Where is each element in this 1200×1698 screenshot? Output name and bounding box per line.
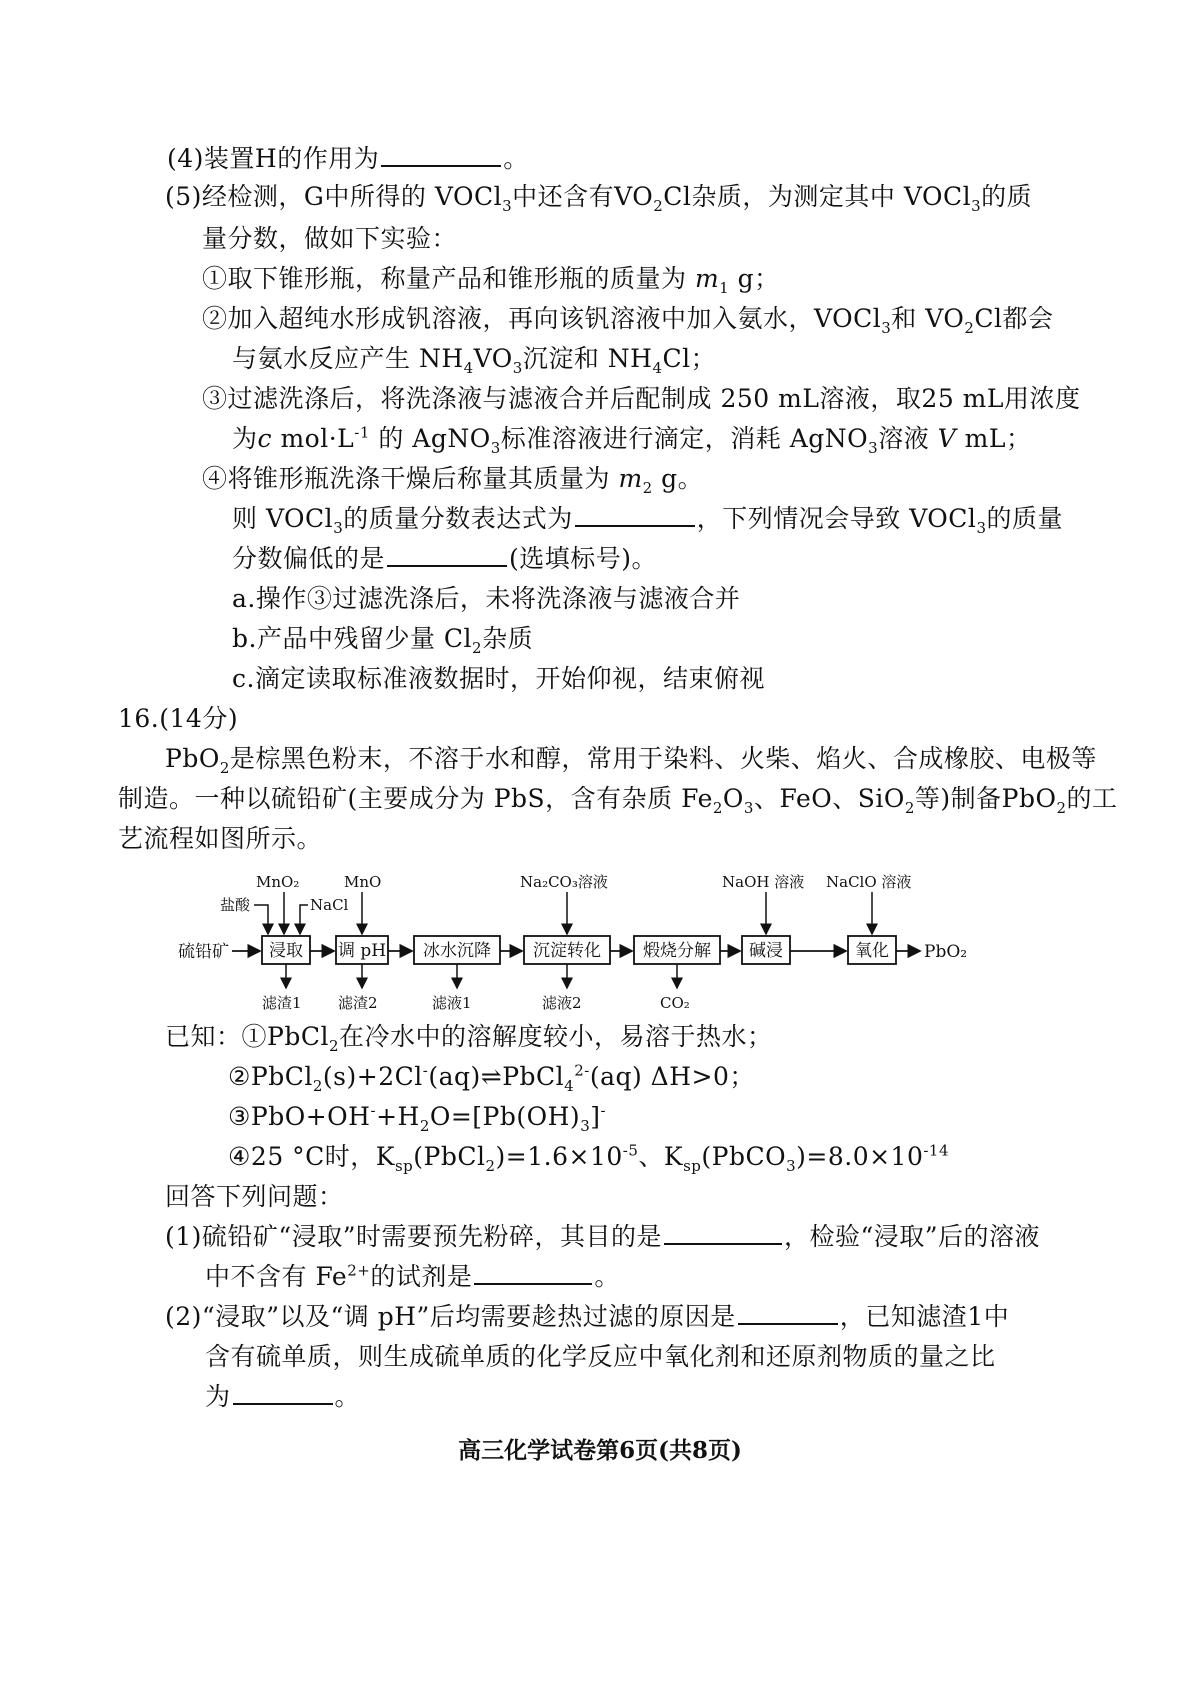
text: 为	[232, 424, 258, 453]
input-naclo: NaClO 溶液	[826, 873, 912, 891]
q15-part4-end: 。	[503, 144, 529, 173]
subscript: 2	[419, 1117, 430, 1135]
answer-blank[interactable]	[387, 543, 507, 567]
input-na2co3: Na₂CO₃溶液	[520, 873, 608, 891]
variable: V	[937, 424, 957, 453]
text: 的质量	[986, 504, 1063, 533]
page-footer: 高三化学试卷第6页(共8页)	[458, 1437, 742, 1464]
answer-blank[interactable]	[575, 503, 695, 527]
variable: m	[694, 264, 720, 293]
answer-blank[interactable]	[738, 1301, 838, 1325]
text: (s)+2Cl	[322, 1062, 423, 1091]
output-filtrate1: 滤液1	[432, 994, 472, 1012]
step-2-line2	[232, 342, 716, 376]
text: ①PbCl	[241, 1022, 329, 1051]
text: ④将锥形瓶洗涤干燥后称量其质量为	[202, 464, 619, 493]
text: ②PbCl	[228, 1062, 313, 1091]
subscript: 3	[868, 439, 879, 457]
subscript: 3	[881, 319, 892, 337]
text: 的质	[981, 182, 1033, 211]
text: (选填标号)。	[509, 544, 658, 573]
text: O=[Pb(OH)	[429, 1102, 581, 1131]
variable: m	[618, 464, 643, 493]
text: a.操作③过滤洗涤后，未将洗涤液与滤液合并	[232, 584, 741, 613]
option-a	[232, 582, 740, 616]
text: 杂质	[482, 624, 534, 653]
superscript: -5	[622, 1141, 639, 1160]
text: 与氨水反应产生 NH	[232, 344, 464, 373]
text: 标准溶液进行滴定，消耗 AgNO	[500, 424, 869, 453]
subscript: 2	[472, 639, 483, 657]
text: +H	[376, 1102, 420, 1131]
subscript: 2	[219, 759, 230, 777]
step-2	[202, 302, 1054, 336]
step-label-leach: 浸取	[269, 941, 303, 961]
q16-intro-line2	[118, 782, 1118, 816]
q15-part4-text: (4)装置H的作用为	[167, 144, 380, 173]
text: ，已知滤渣1中	[839, 1302, 1010, 1331]
known-3	[228, 1100, 606, 1134]
text: (aq)⇌PbCl	[428, 1062, 565, 1091]
subscript: 3	[512, 359, 523, 377]
text: 。	[594, 1262, 620, 1291]
text: ]	[590, 1102, 601, 1131]
text: 含有硫单质，则生成硫单质的化学反应中氧化剂和还原剂物质的量之比	[205, 1342, 996, 1371]
option-c	[232, 662, 765, 696]
text: ③PbO+OH	[228, 1102, 371, 1131]
output-residue1: 滤渣1	[262, 994, 302, 1012]
text: 回答下列问题：	[165, 1182, 344, 1211]
superscript: -14	[923, 1141, 950, 1160]
text: g。	[652, 464, 704, 493]
part2-line1	[165, 1300, 1009, 1334]
text: (5)经检测，G中所得的 VOCl	[165, 182, 503, 211]
answer-blank[interactable]	[381, 143, 501, 167]
text: (PbCl	[413, 1142, 486, 1171]
subscript: 3	[502, 197, 513, 215]
superscript: -1	[354, 423, 370, 442]
question-line2	[232, 542, 657, 576]
subscript: 2	[328, 1037, 340, 1055]
q15-part5-line2	[202, 222, 457, 256]
q16-intro-line3	[118, 822, 322, 856]
flow-end-label: PbO₂	[924, 942, 968, 962]
input-arrow	[254, 905, 268, 934]
subscript: 2	[642, 479, 653, 497]
part2-line2	[205, 1340, 996, 1374]
text: b.产品中残留少量 Cl	[232, 624, 473, 653]
step-1	[202, 262, 780, 296]
q16-intro-line1	[165, 742, 1097, 776]
input-mno: MnO	[344, 873, 382, 891]
superscript: -	[370, 1101, 377, 1120]
part1-line1	[165, 1220, 1040, 1254]
text: 、K	[638, 1142, 684, 1171]
subscript: 2	[653, 197, 664, 215]
subscript: 2	[1056, 799, 1067, 817]
text: VO	[473, 344, 513, 373]
text: (aq) ΔH>0；	[589, 1062, 755, 1091]
text: O	[722, 784, 744, 813]
subscript: 2	[964, 319, 975, 337]
text: 16.(14分)	[118, 704, 239, 733]
text: Cl杂质，为测定其中 VOCl	[663, 182, 972, 211]
text: PbO	[165, 744, 220, 773]
subscript: 3	[743, 799, 754, 817]
answer-title	[165, 1180, 344, 1214]
text: 。	[334, 1382, 361, 1411]
q15-part5-line1	[165, 180, 1032, 214]
text: 、FeO、SiO	[753, 784, 905, 813]
known-1	[165, 1020, 773, 1054]
text: ，下列情况会导致 VOCl	[696, 504, 977, 533]
superscript: -	[600, 1101, 607, 1120]
text: 艺流程如图所示。	[118, 824, 323, 853]
text: 的 AgNO	[369, 424, 491, 453]
subscript: sp	[683, 1157, 702, 1175]
text: 等)制备PbO	[914, 784, 1057, 813]
text: 溶液	[878, 424, 938, 453]
subscript: 3	[490, 439, 501, 457]
text: ②加入超纯水形成钒溶液，再向该钒溶液中加入氨水，VOCl	[202, 304, 882, 333]
text: 为	[205, 1382, 231, 1411]
text: 的试剂是	[370, 1262, 473, 1291]
subscript: 3	[786, 1157, 797, 1175]
text: Cl；	[662, 344, 717, 373]
step-label-conversion: 沉淀转化	[533, 941, 601, 961]
answer-blank[interactable]	[474, 1261, 592, 1285]
step-label-alkali-leach: 碱浸	[749, 941, 783, 961]
step-3	[202, 382, 1081, 416]
variable: c	[257, 424, 273, 453]
subscript: 1	[719, 279, 730, 297]
step-label-calcine: 煅烧分解	[643, 941, 711, 961]
text: 制造。一种以硫铅矿(主要成分为 PbS，含有杂质 Fe	[118, 784, 713, 813]
text: 中不含有 Fe	[205, 1262, 348, 1291]
option-b	[232, 622, 533, 656]
subscript: 3	[580, 1117, 591, 1135]
known-title: 已知：	[165, 1022, 242, 1051]
text: 的工	[1066, 784, 1118, 813]
text: 中还含有VO	[512, 182, 654, 211]
text: (PbCO	[701, 1142, 787, 1171]
step-label-oxidize: 氧化	[855, 941, 889, 961]
text: )=8.0×10	[796, 1142, 924, 1171]
text: 和 VO	[891, 304, 965, 333]
text: 则 VOCl	[232, 504, 334, 533]
superscript: -	[422, 1061, 429, 1080]
subscript: 3	[976, 519, 987, 537]
text: (1)硫铅矿“浸取”时需要预先粉碎，其目的是	[165, 1222, 662, 1251]
answer-blank[interactable]	[664, 1221, 782, 1245]
known-4	[228, 1140, 949, 1174]
question-line1	[232, 502, 1063, 536]
text: c.滴定读取标准液数据时，开始仰视，结束俯视	[232, 664, 765, 693]
subscript: 2	[312, 1077, 323, 1095]
superscript: 2-	[574, 1061, 590, 1080]
subscript: 4	[564, 1077, 575, 1095]
text: Cl都会	[974, 304, 1054, 333]
superscript: 2+	[347, 1261, 371, 1280]
answer-blank[interactable]	[233, 1381, 333, 1405]
output-filtrate2: 滤液2	[542, 994, 582, 1012]
output-residue2: 滤渣2	[338, 994, 378, 1012]
text: ③过滤洗涤后，将洗涤液与滤液合并后配制成 250 mL溶液，取25 mL用浓度	[202, 384, 1081, 413]
subscript: 3	[333, 519, 344, 537]
text: mol·L	[272, 424, 355, 453]
text: 的质量分数表达式为	[343, 504, 573, 533]
step-label-adjust-ph: 调 pH	[337, 941, 387, 961]
subscript: 2	[712, 799, 723, 817]
input-arrow	[300, 905, 308, 934]
input-nacl: NaCl	[310, 896, 349, 914]
subscript: 4	[463, 359, 474, 377]
flow-start-label: 硫铅矿	[178, 942, 229, 962]
output-co2: CO₂	[660, 994, 690, 1012]
subscript: 4	[652, 359, 663, 377]
q16-header	[118, 702, 238, 736]
input-mno2: MnO₂	[256, 873, 300, 891]
step-label-ice-precipitate: 冰水沉降	[423, 941, 491, 961]
subscript: 2	[485, 1157, 496, 1175]
part2-line3	[205, 1380, 360, 1414]
text: mL；	[956, 424, 1032, 453]
text: ④25 °C时，K	[228, 1142, 395, 1171]
text: g；	[729, 264, 780, 293]
known-2	[228, 1060, 755, 1094]
text: 在冷水中的溶解度较小，易溶于热水；	[339, 1022, 773, 1051]
text: )=1.6×10	[495, 1142, 623, 1171]
subscript: 3	[971, 197, 982, 215]
text: ，检验“浸取”后的溶液	[783, 1222, 1041, 1251]
text: ①取下锥形瓶，称量产品和锥形瓶的质量为	[202, 264, 695, 293]
input-hcl: 盐酸	[220, 896, 251, 914]
input-naoh: NaOH 溶液	[722, 873, 805, 891]
step-4	[202, 462, 703, 496]
subscript: sp	[394, 1157, 414, 1175]
text: 分数偏低的是	[232, 544, 386, 573]
text: 是棕黑色粉末，不溶于水和醇，常用于染料、火柴、焰火、合成橡胶、电极等	[229, 744, 1097, 773]
text: (2)“浸取”以及“调 pH”后均需要趁热过滤的原因是	[165, 1302, 736, 1331]
text: 沉淀和 NH	[522, 344, 653, 373]
q15-part4-line	[167, 142, 529, 176]
step-3-line2	[232, 422, 1032, 456]
subscript: 2	[904, 799, 915, 817]
part1-line2	[205, 1260, 620, 1294]
text: 量分数，做如下实验：	[202, 224, 458, 253]
